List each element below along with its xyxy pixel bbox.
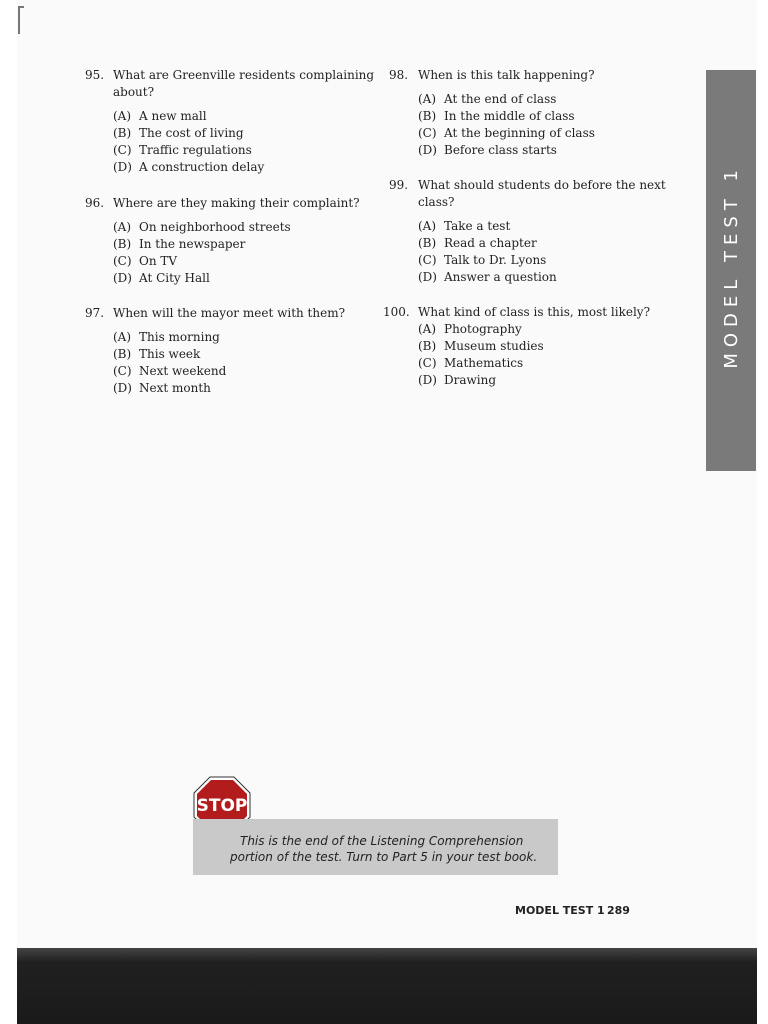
option-letter: (D) xyxy=(418,143,437,157)
page-number: 289 xyxy=(607,904,630,917)
crop-mark xyxy=(18,6,24,8)
option-text: Drawing xyxy=(444,373,497,387)
question-text: Where are they making their complaint? xyxy=(113,196,360,210)
option-text: At the end of class xyxy=(444,92,557,106)
question-text: When will the mayor meet with them? xyxy=(113,306,346,320)
question-number: 99. xyxy=(389,178,409,192)
question-95 xyxy=(85,67,375,177)
option-letter: (A) xyxy=(113,330,132,344)
option-text: Mathematics xyxy=(444,356,524,370)
option-text: Next month xyxy=(139,381,211,395)
question-text: class? xyxy=(418,195,455,209)
option-letter: (B) xyxy=(113,237,132,251)
option-text: A construction delay xyxy=(139,160,265,174)
option-letter: (B) xyxy=(113,126,132,140)
option-letter: (C) xyxy=(418,356,437,370)
option-text: At the beginning of class xyxy=(444,126,595,140)
option-text: Museum studies xyxy=(444,339,544,353)
option-letter: (C) xyxy=(113,364,132,378)
option-text: The cost of living xyxy=(139,126,244,140)
option-text: On neighborhood streets xyxy=(139,220,291,234)
option-text: This morning xyxy=(139,330,220,344)
option-letter: (C) xyxy=(113,254,132,268)
end-notice-banner xyxy=(193,819,558,875)
option-letter: (A) xyxy=(418,322,437,336)
option-letter: (D) xyxy=(113,381,132,395)
question-text: What are Greenville residents complaining xyxy=(113,68,375,82)
option-letter: (C) xyxy=(418,253,437,267)
option-letter: (B) xyxy=(418,109,437,123)
footer-label: MODEL TEST 1 xyxy=(515,904,605,917)
option-letter: (B) xyxy=(113,347,132,361)
option-text: In the middle of class xyxy=(444,109,575,123)
question-number: 100. xyxy=(383,305,410,319)
option-letter: (D) xyxy=(418,373,437,387)
option-text: Talk to Dr. Lyons xyxy=(444,253,547,267)
option-text: Traffic regulations xyxy=(139,143,252,157)
option-letter: (A) xyxy=(113,220,132,234)
option-text: Take a test xyxy=(444,219,511,233)
option-text: Photography xyxy=(444,322,522,336)
question-100 xyxy=(383,304,693,399)
option-letter: (C) xyxy=(113,143,132,157)
stop-sign-label: STOP xyxy=(196,796,248,816)
option-text: At City Hall xyxy=(139,271,210,285)
option-text: On TV xyxy=(139,254,178,268)
question-98 xyxy=(389,67,689,162)
option-letter: (A) xyxy=(113,109,132,123)
question-number: 96. xyxy=(85,196,105,210)
option-letter: (B) xyxy=(418,236,437,250)
banner-line-1: This is the end of the Listening Comprehension xyxy=(240,834,524,848)
question-number: 98. xyxy=(389,68,409,82)
option-text: Next weekend xyxy=(139,364,227,378)
question-text: about? xyxy=(113,85,155,99)
option-letter: (C) xyxy=(418,126,437,140)
question-number: 95. xyxy=(85,68,105,82)
question-99 xyxy=(389,177,689,287)
option-letter: (B) xyxy=(418,339,437,353)
side-tab xyxy=(706,70,756,471)
option-text: In the newspaper xyxy=(139,237,246,251)
option-text: A new mall xyxy=(139,109,207,123)
option-text: This week xyxy=(139,347,201,361)
option-letter: (D) xyxy=(113,160,132,174)
option-letter: (A) xyxy=(418,219,437,233)
option-letter: (D) xyxy=(418,270,437,284)
side-tab-label: MODEL TEST 1 xyxy=(720,164,742,369)
crop-mark xyxy=(18,6,20,34)
option-text: Before class starts xyxy=(444,143,557,157)
option-text: Answer a question xyxy=(444,270,557,284)
question-text: When is this talk happening? xyxy=(418,68,595,82)
question-text: What kind of class is this, most likely? xyxy=(418,305,650,319)
banner-line-2: portion of the test. Turn to Part 5 in your test book. xyxy=(230,850,538,864)
option-letter: (D) xyxy=(113,271,132,285)
option-letter: (A) xyxy=(418,92,437,106)
question-96 xyxy=(85,195,375,290)
question-number: 97. xyxy=(85,306,105,320)
question-text: What should students do before the next xyxy=(418,178,666,192)
scan-edge-band xyxy=(17,948,757,1024)
option-text: Read a chapter xyxy=(444,236,537,250)
question-97 xyxy=(85,305,375,400)
